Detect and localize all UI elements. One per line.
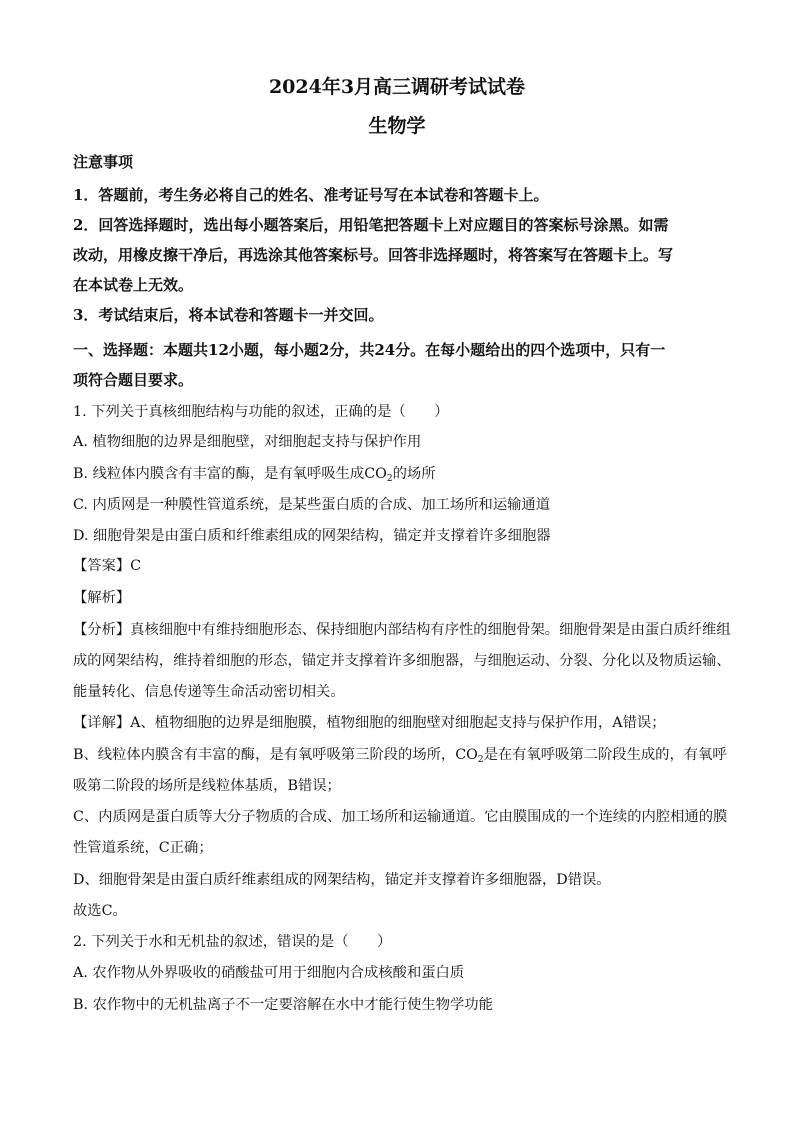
q1-option-d: D. 细胞骨架是由蛋白质和纤维素组成的网架结构，锚定并支撑着许多细胞器 (73, 528, 551, 544)
q1-option-b: B. 线粒体内膜含有丰富的酶，是有氧呼吸生成$CO_2$的场所 (73, 466, 436, 484)
q1-conclusion: 故选C。 (73, 903, 127, 919)
section-heading: 一、选择题：本题共12小题，每小题2分，共24分。在每小题给出的四个选项中，只有一 (73, 341, 666, 359)
q1-detail-line-2: B、线粒体内膜含有丰富的酶，是有氧呼吸第三阶段的场所，$CO_2$是在有氧呼吸第二阶段生成的，有氧呼 (73, 747, 727, 765)
q1-answer: 【答案】C (73, 558, 142, 574)
subject-title: 生物学 (368, 115, 426, 137)
section-heading-cont: 项符合题目要求。 (73, 371, 194, 389)
q2-option-b: B. 农作物中的无机盐离子不一定要溶解在水中才能行使生物学功能 (73, 997, 493, 1013)
notice-item-2-cont: 改动，用橡皮擦干净后，再选涂其他答案标号。回答非选择题时，将答案写在答题卡上。写 (73, 246, 674, 264)
q1-detail-line-6: D、细胞骨架是由蛋白质纤维素组成的网架结构，锚定并支撑着许多细胞器，D错误。 (73, 872, 611, 888)
q1-option-c: C. 内质网是一种膜性管道系统，是某些蛋白质的合成、加工场所和运输通道 (73, 497, 551, 513)
notice-item-2-end: 在本试卷上无效。 (73, 276, 194, 294)
q1-analysis-line-1: 【分析】真核细胞中有维持细胞形态、保持细胞内部结构有序性的细胞骨架。细胞骨架是由蛋白质纤维组 (73, 622, 731, 638)
q1-detail-line-3: 吸第二阶段的场所是线粒体基质，B错误； (73, 778, 341, 794)
exam-title: 2024年3月高三调研考试试卷 (268, 76, 526, 98)
q1-analysis-tag: 【解析】 (73, 590, 131, 606)
q1-detail-line-4: C、内质网是蛋白质等大分子物质的合成、加工场所和运输通道。它由膜围成的一个连续的内腔相通的膜 (73, 809, 728, 825)
q2-option-a: A. 农作物从外界吸收的硝酸盐可用于细胞内合成核酸和蛋白质 (73, 965, 465, 981)
q2-stem: 2. 下列关于水和无机盐的叙述，错误的是（ ） (73, 934, 392, 950)
notice-item-1: 1．答题前，考生务必将自己的姓名、准考证号写在本试卷和答题卡上。 (73, 186, 549, 204)
q1-stem: 1. 下列关于真核细胞结构与功能的叙述，正确的是（ ） (73, 404, 449, 420)
q1-analysis-line-3: 能量转化、信息传递等生命活动密切相关。 (73, 684, 345, 700)
q1-detail-line-5: 性管道系统，C正确； (73, 840, 213, 856)
q1-option-a: A. 植物细胞的边界是细胞壁，对细胞起支持与保护作用 (73, 434, 422, 450)
notice-item-3: 3．考试结束后，将本试卷和答题卡一并交回。 (73, 306, 384, 324)
notice-item-2: 2．回答选择题时，选出每小题答案后，用铅笔把答题卡上对应题目的答案标号涂黑。如需 (73, 216, 669, 234)
notice-heading: 注意事项 (73, 153, 134, 171)
q1-analysis-line-2: 成的网架结构，维持着细胞的形态，锚定并支撑着许多细胞器，与细胞运动、分裂、分化以及物质运输、 (73, 653, 731, 669)
q1-detail-line-1: 【详解】A、植物细胞的边界是细胞膜，植物细胞的细胞壁对细胞起支持与保护作用，A错误； (73, 715, 666, 731)
